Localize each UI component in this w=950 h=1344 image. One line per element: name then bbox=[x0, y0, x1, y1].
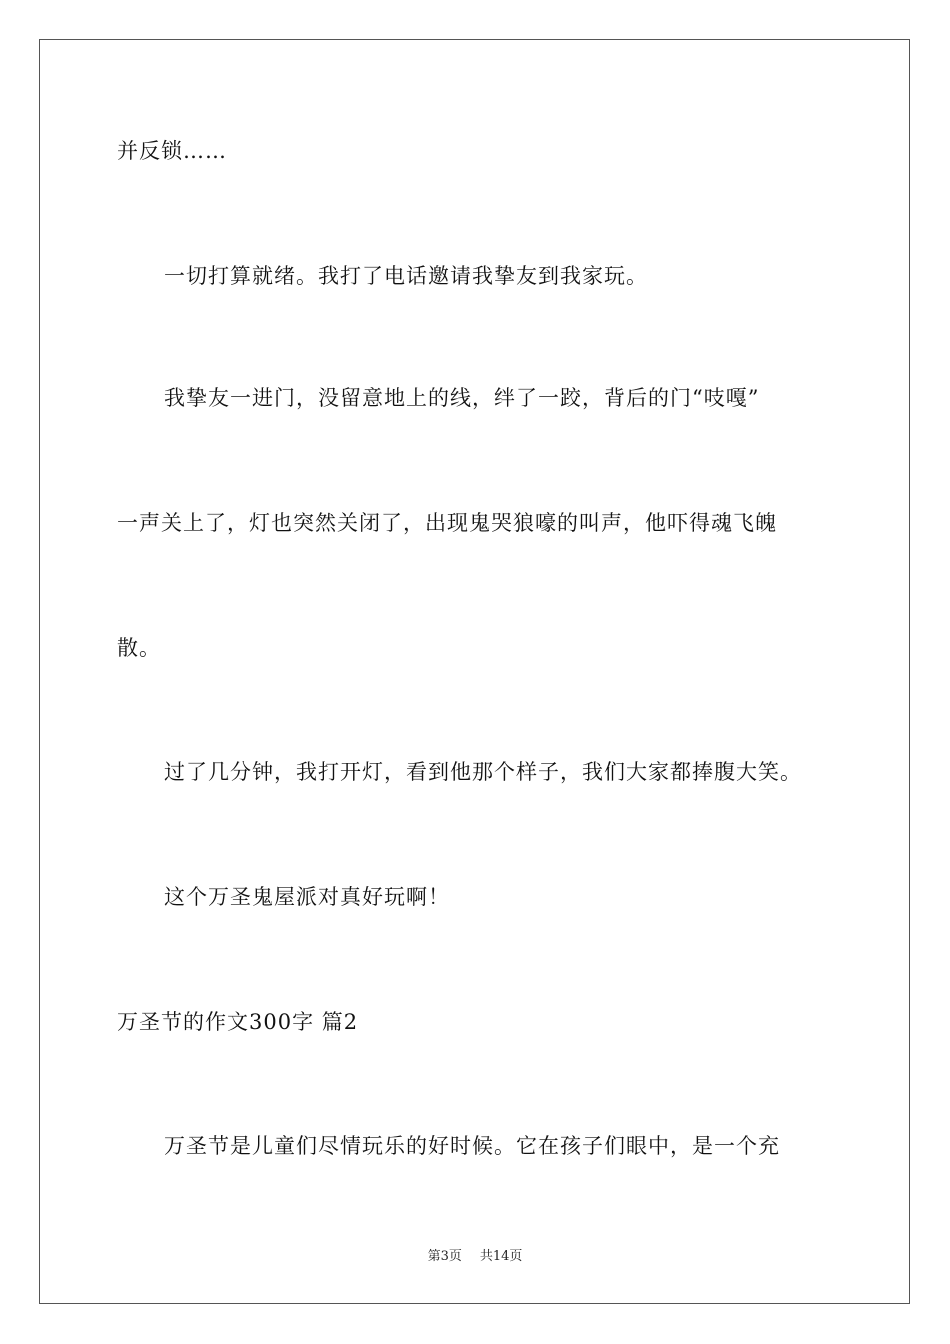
paragraph-friend-enters-line2: 一声关上了，灯也突然关闭了，出现鬼哭狼嚎的叫声，他吓得魂飞魄 bbox=[117, 511, 777, 535]
page-frame bbox=[39, 39, 910, 1304]
paragraph-friend-enters-line3: 散。 bbox=[117, 636, 161, 660]
paragraph-essay2-opening: 万圣节是儿童们尽情玩乐的好时候。它在孩子们眼中，是一个充 bbox=[164, 1134, 780, 1158]
paragraph-preparation: 一切打算就绪。我打了电话邀请我挚友到我家玩。 bbox=[164, 264, 648, 288]
text-line-continuation: 并反锁…… bbox=[117, 139, 227, 163]
page-number: 第3页 bbox=[427, 1249, 462, 1264]
paragraph-conclusion: 这个万圣鬼屋派对真好玩啊！ bbox=[164, 885, 450, 909]
essay-heading: 万圣节的作文300字 篇2 bbox=[117, 1010, 359, 1034]
paragraph-friend-enters-line1: 我挚友一进门，没留意地上的线，绊了一跤，背后的门“吱嘎” bbox=[164, 386, 760, 410]
page-footer bbox=[0, 1248, 950, 1266]
paragraph-lights-on: 过了几分钟，我打开灯，看到他那个样子，我们大家都捧腹大笑。 bbox=[164, 760, 802, 784]
page-total: 共14页 bbox=[479, 1249, 523, 1264]
